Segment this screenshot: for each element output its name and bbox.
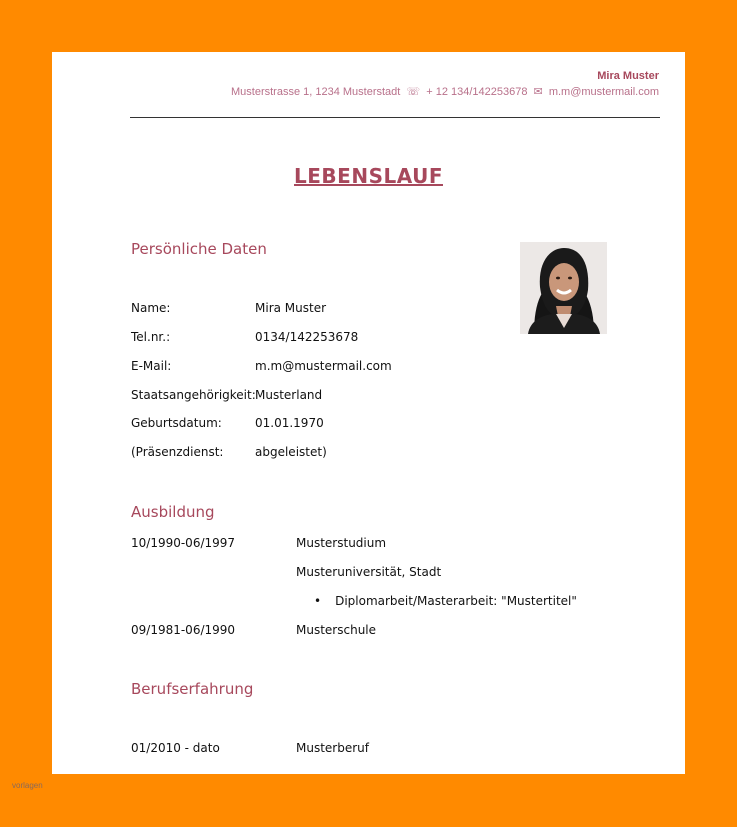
portrait-photo — [520, 242, 607, 334]
education-date-2: 09/1981-06/1990 — [131, 623, 236, 637]
mail-icon: ✉ — [533, 86, 543, 98]
page-header — [231, 70, 659, 98]
experience-title-1: Musterberuf — [296, 741, 369, 755]
experience-date-1: 01/2010 - dato — [131, 741, 220, 755]
section-heading-personal: Persönliche Daten — [131, 240, 267, 258]
cv-page — [52, 52, 685, 774]
education-title-1: Musterstudium — [296, 536, 387, 550]
value-name: Mira Muster — [255, 301, 327, 315]
watermark: vorlagen — [12, 781, 43, 790]
label-birthdate: Geburtsdatum: — [131, 416, 222, 430]
value-phone: 0134/142253678 — [255, 330, 359, 344]
header-divider — [130, 117, 660, 118]
section-heading-education: Ausbildung — [131, 503, 215, 521]
label-name: Name: — [131, 301, 171, 315]
label-nationality: Staatsangehörigkeit: — [131, 388, 256, 402]
label-service: (Präsenzdienst: — [131, 445, 224, 459]
label-phone: Tel.nr.: — [131, 330, 171, 344]
header-address: Musterstrasse 1, 1234 Musterstadt — [230, 86, 401, 98]
header-name: Mira Muster — [597, 70, 659, 82]
header-contact-line — [231, 85, 659, 98]
portrait-illustration — [520, 242, 607, 334]
header-email: m.m@mustermail.com — [548, 86, 659, 98]
value-email: m.m@mustermail.com — [255, 359, 392, 373]
value-service: abgeleistet) — [255, 445, 327, 459]
page-title: LEBENSLAUF — [294, 164, 443, 188]
education-bullet-1: • Diplomarbeit/Masterarbeit: "Mustertitel" — [314, 594, 577, 608]
education-title-2: Musterschule — [296, 623, 377, 637]
label-email: E-Mail: — [131, 359, 172, 373]
phone-icon: ☏ — [406, 86, 421, 98]
header-phone: + 12 134/142253678 — [426, 86, 528, 98]
value-nationality: Musterland — [255, 388, 323, 402]
section-heading-experience: Berufserfahrung — [131, 680, 254, 698]
education-date-1: 10/1990-06/1997 — [131, 536, 236, 550]
value-birthdate: 01.01.1970 — [255, 416, 324, 430]
education-institution-1: Musteruniversität, Stadt — [296, 565, 442, 579]
